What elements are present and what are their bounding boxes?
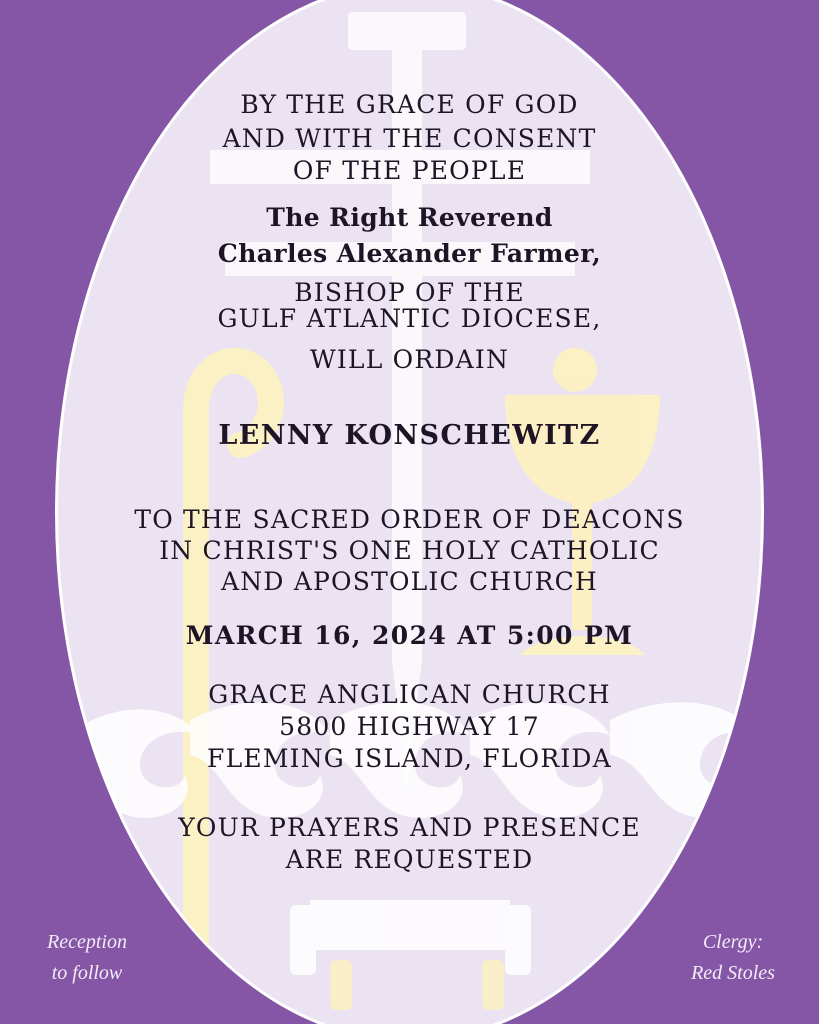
reception-note bbox=[22, 927, 152, 989]
reception-note-line-1: Reception bbox=[47, 931, 127, 953]
order-line-3: AND APOSTOLIC CHURCH bbox=[221, 567, 598, 596]
clergy-note-line-2: Red Stoles bbox=[691, 962, 775, 984]
preamble-line-3: OF THE PEOPLE bbox=[292, 156, 527, 185]
bishop-name: Charles Alexander Farmer, bbox=[217, 239, 602, 268]
order-line-1: TO THE SACRED ORDER OF DEACONS bbox=[134, 505, 685, 534]
location-line-2: 5800 HIGHWAY 17 bbox=[279, 712, 540, 741]
location-line-1: GRACE ANGLICAN CHURCH bbox=[208, 680, 611, 709]
reception-note-line-2: to follow bbox=[51, 962, 123, 984]
bishop-honorific: The Right Reverend bbox=[266, 203, 553, 232]
bishop-title-line-2: GULF ATLANTIC DIOCESE, bbox=[217, 304, 602, 333]
clergy-note bbox=[668, 927, 798, 989]
clergy-note-line-1: Clergy: bbox=[702, 931, 764, 953]
request-line-2: ARE REQUESTED bbox=[285, 845, 534, 874]
preamble-line-1: BY THE GRACE OF GOD bbox=[240, 90, 579, 119]
preamble-line-2: AND WITH THE CONSENT bbox=[222, 124, 597, 153]
action-line: WILL ORDAIN bbox=[309, 345, 510, 374]
chalice-icon bbox=[505, 348, 660, 655]
location-line-3: FLEMING ISLAND, FLORIDA bbox=[207, 744, 612, 773]
ordinand-name: LENNY KONSCHEWITZ bbox=[218, 420, 601, 451]
request-line-1: YOUR PRAYERS AND PRESENCE bbox=[178, 813, 641, 842]
order-line-2: IN CHRIST'S ONE HOLY CATHOLIC bbox=[159, 536, 660, 565]
scroll-icon bbox=[290, 900, 531, 1010]
date-time: MARCH 16, 2024 AT 5:00 PM bbox=[185, 621, 634, 650]
crozier-icon bbox=[196, 361, 271, 990]
bishop-title-line-1: BISHOP OF THE bbox=[294, 278, 525, 307]
